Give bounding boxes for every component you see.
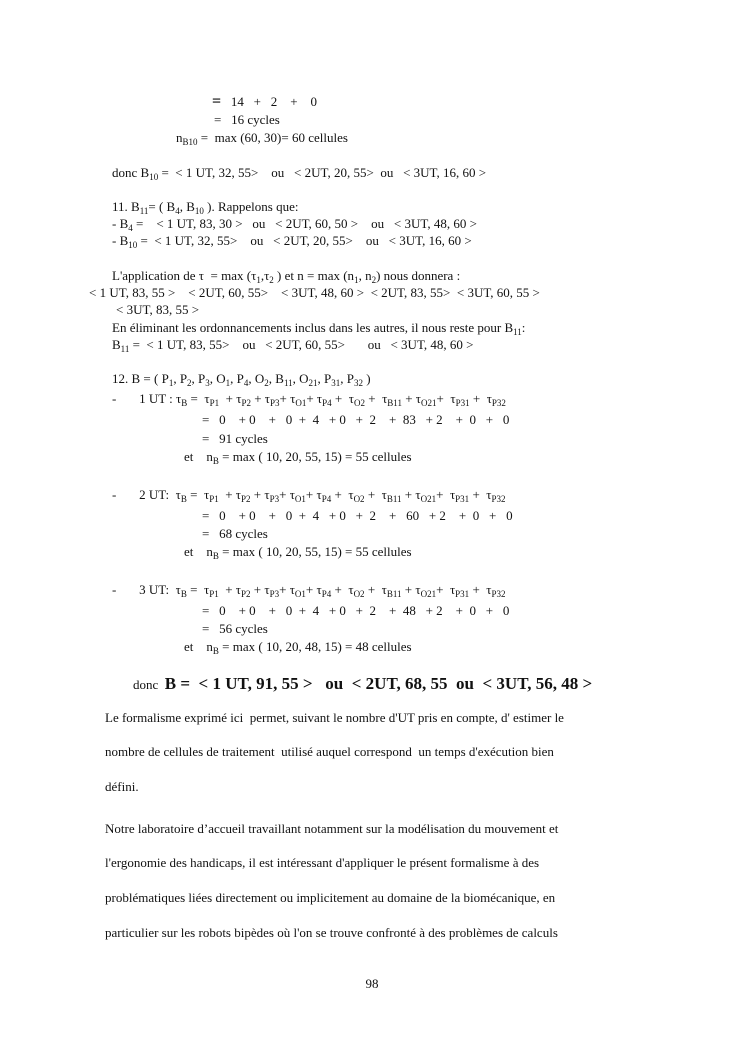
b10-result: donc $B_{10}$ = < 1 UT, 32, 55> ou < 2UT, 20, 55> ou < 3UT, 16, 60 >: [112, 165, 487, 182]
b11-title: 11. $B_{11}=$ ( $B_4$, $B_{10}$ ). Rappelons que:: [112, 199, 299, 216]
combination-list-2: < 3UT, 83, 55 >: [116, 302, 200, 317]
case-2-values: = 0 + 0 + 0 + 4 + 0 + 2 + 60 + 2 + 0 + 0: [202, 508, 513, 523]
paragraph-2-line-4: particulier sur les robots bipèdes où l'on se trouve confronté à des problèmes de calculs: [105, 925, 558, 940]
case-3-cells: et $n_B = \max$ ( 10, 20, 48, 15) = 48 cellules: [184, 639, 412, 656]
elimination-note: En éliminant les ordonnancements inclus dans les autres, il nous reste pour $B_{11}$:: [112, 320, 526, 337]
case-2-cycles: = 68 cycles: [202, 526, 268, 541]
b12-result: donc B = < 1 UT, 91, 55 > ou < 2UT, 68, 55 ou < 3UT, 56, 48 >: [133, 674, 593, 693]
case-1-cells: et $n_B = \max$ ( 10, 20, 55, 15) = 55 cellules: [184, 449, 412, 466]
case-3-formula: - 3 UT: $\tau_B = \tau_{P1} + \tau_{P2} + \tau_{P3}+ \tau_{O1}+ \tau_{P4} + \tau_{O2} + \tau_{B11} + \tau_{O21}+ \tau_{P31} + \tau_{P32}$: [112, 582, 506, 599]
b11-result: $B_{11}$ = < 1 UT, 83, 55> ou < 2UT, 60, 55> ou < 3UT, 48, 60 >: [112, 337, 474, 354]
b10-equation-line-2: = 16 cycles: [214, 112, 280, 127]
b12-title: 12. B = ( $P_1$, $P_2$, $P_3$, $O_1$, $P_4$, $O_2$, $B_{11}$, $O_{21}$, $P_{31}$, $P_{32}$ ): [112, 371, 371, 388]
b10-definition: - $B_{10}$ = < 1 UT, 32, 55> ou < 2UT, 20, 55> ou < 3UT, 16, 60 >: [112, 233, 472, 250]
b10-equation-line-1: = 14 + 2 + 0: [212, 93, 318, 110]
paragraph-1-line-1: Le formalisme exprimé ici permet, suivant le nombre d'UT pris en compte, d' estimer le: [105, 710, 564, 725]
paragraph-1-line-3: défini.: [105, 779, 139, 794]
b4-definition: - $B_4$ = < 1 UT, 83, 30 > ou < 2UT, 60, 50 > ou < 3UT, 48, 60 >: [112, 216, 477, 233]
paragraph-2-line-1: Notre laboratoire d’accueil travaillant notamment sur la modélisation du mouvement et: [105, 821, 559, 836]
case-1-cycles: = 91 cycles: [202, 431, 268, 446]
paragraph-1-line-2: nombre de cellules de traitement utilisé auquel correspond un temps d'exécution bien: [105, 744, 554, 759]
case-2-formula: - 2 UT: $\tau_B = \tau_{P1} + \tau_{P2} + \tau_{P3}+ \tau_{O1}+ \tau_{P4} + \tau_{O2} + \tau_{B11} + \tau_{O21}+ \tau_{P31} + \tau_{P32}$: [112, 487, 506, 504]
case-1-values: = 0 + 0 + 0 + 4 + 0 + 2 + 83 + 2 + 0 + 0: [202, 412, 510, 427]
combination-list-1: < 1 UT, 83, 55 > < 2UT, 60, 55> < 3UT, 48, 60 > < 2UT, 83, 55> < 3UT, 60, 55 >: [89, 285, 540, 300]
paragraph-2-line-2: l'ergonomie des handicaps, il est intéressant d'appliquer le présent formalisme à des: [105, 855, 540, 870]
case-1-formula: - 1 UT : $\tau_B = \tau_{P1} + \tau_{P2} + \tau_{P3}+ \tau_{O1}+ \tau_{P4} + \tau_{O2} + \tau_{B11} + \tau_{O21}+ \tau_{P31} + \tau_{P32}$: [112, 391, 506, 408]
paragraph-2-line-3: problématiques liées directement ou implicitement au domaine de la biomécanique, en: [105, 890, 556, 905]
case-2-cells: et $n_B = \max$ ( 10, 20, 55, 15) = 55 cellules: [184, 544, 412, 561]
case-3-cycles: = 56 cycles: [202, 621, 268, 636]
application-rule: L'application de $\tau = \max (\tau_1,\tau_2$ ) et $n = \max (n_1$, $n_2$) nous donnera :: [112, 268, 461, 285]
b10-cell-count: $n_{B10} = \max (60$, 30)= 60 cellules: [176, 130, 348, 147]
page-number: 98: [365, 976, 379, 991]
case-3-values: = 0 + 0 + 0 + 4 + 0 + 2 + 48 + 2 + 0 + 0: [202, 603, 510, 618]
